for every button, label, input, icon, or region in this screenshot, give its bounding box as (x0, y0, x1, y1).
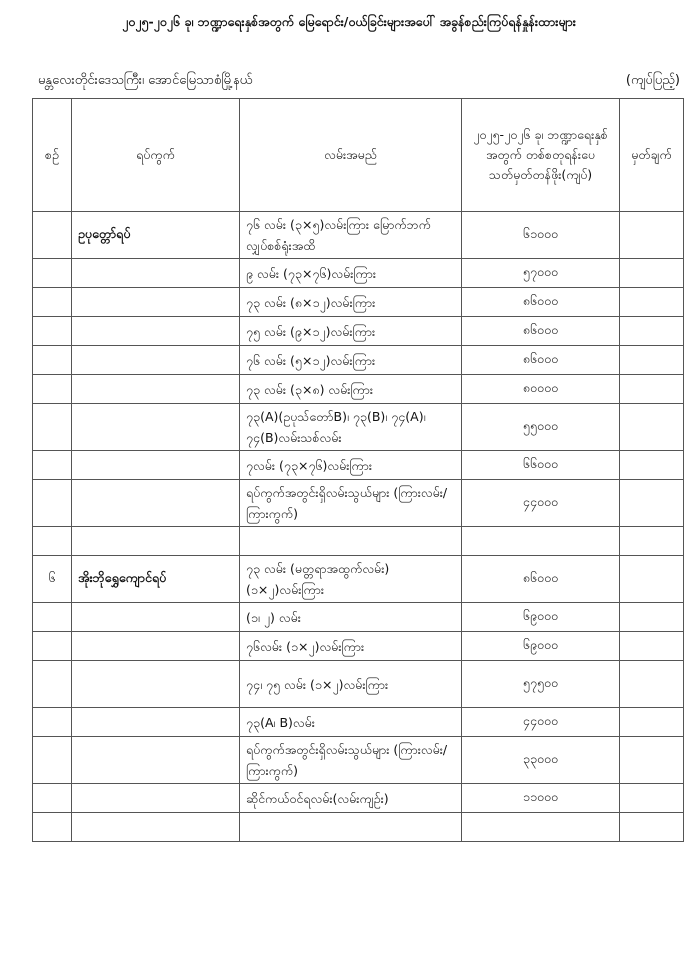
table-row (33, 737, 684, 784)
road-name: ဆိုင်ကယ်ဝင်ရလမ်း(လမ်းကျဉ်း) (240, 784, 462, 813)
remark (620, 527, 684, 556)
price-value: ၈၆၀၀၀ (462, 317, 620, 346)
table-row (33, 451, 684, 480)
row-number (33, 813, 72, 842)
road-name: ၇၄၊ ၇၅ လမ်း (၁×၂)လမ်းကြား (240, 661, 462, 708)
header-road: လမ်းအမည် (240, 99, 462, 212)
row-number (33, 661, 72, 708)
price-value: ၆၉၀၀၀ (462, 603, 620, 632)
table-row (33, 375, 684, 404)
table-row (33, 259, 684, 288)
ward-name (72, 813, 240, 842)
road-name (240, 527, 462, 556)
remark (620, 346, 684, 375)
region-label: မန္တလေးတိုင်းဒေသကြီး၊ အောင်မြေသာစံမြို့နယ် (38, 73, 253, 88)
price-value: ၆၁၀၀၀ (462, 212, 620, 259)
remark (620, 451, 684, 480)
ward-name (72, 527, 240, 556)
price-value: ၅၇၀၀၀ (462, 259, 620, 288)
ward-name (72, 737, 240, 784)
table-row (33, 317, 684, 346)
road-name: ၇၆ လမ်း (၅×၁၂)လမ်းကြား (240, 346, 462, 375)
table-row (33, 661, 684, 708)
road-name: ၉ လမ်း (၇၃×၇၆)လမ်းကြား (240, 259, 462, 288)
ward-name (72, 451, 240, 480)
row-number (33, 480, 72, 527)
remark (620, 708, 684, 737)
price-value: ၈၆၀၀၀ (462, 346, 620, 375)
price-value: ၅၇၅၀၀ (462, 661, 620, 708)
ward-name: ဥပုတ္တော်ရပ် (72, 212, 240, 259)
remark (620, 632, 684, 661)
road-name: ၇၃(A)(ဥပုသ်တော်B)၊ ၇၃(B)၊ ၇၄(A)၊ ၇၄(B)လမ်းသစ်လမ်း (240, 404, 462, 451)
table-row (33, 527, 684, 556)
row-number (33, 346, 72, 375)
road-name: ၇၃ လမ်း (၈×၁၂)လမ်းကြား (240, 288, 462, 317)
row-number (33, 259, 72, 288)
ward-name (72, 346, 240, 375)
road-name: ၇၃ လမ်း (၃×၈) လမ်းကြား (240, 375, 462, 404)
remark (620, 259, 684, 288)
header-price: ၂၀၂၅-၂၀၂၆ ခု၊ ဘဏ္ဍာရေးနှစ်အတွက် တစ်စတုရန်းပေ သတ်မှတ်တန်ဖိုး(ကျပ်) (462, 99, 620, 212)
road-name: ၇လမ်း (၇၃×၇၆)လမ်းကြား (240, 451, 462, 480)
table-row (33, 480, 684, 527)
price-value: ၆၆၀၀၀ (462, 451, 620, 480)
road-name: ၇၆ လမ်း (၃×၅)လမ်းကြား မြောက်ဘက်လျှပ်စစ်ရုံးအထိ (240, 212, 462, 259)
price-value: ၄၄၀၀၀ (462, 480, 620, 527)
row-number (33, 404, 72, 451)
row-number (33, 317, 72, 346)
remark (620, 317, 684, 346)
price-value (462, 527, 620, 556)
ward-name: အိုးဘိုရွှေကျောင်ရပ် (72, 556, 240, 603)
price-value: ၆၉၀၀၀ (462, 632, 620, 661)
row-number (33, 784, 72, 813)
row-number (33, 527, 72, 556)
ward-name (72, 603, 240, 632)
table-row (33, 632, 684, 661)
table-row (33, 784, 684, 813)
row-number (33, 708, 72, 737)
ward-name (72, 317, 240, 346)
unit-label: (ကျပ်ပြည့်) (625, 73, 680, 88)
price-value: ၈၆၀၀၀ (462, 288, 620, 317)
ward-name (72, 375, 240, 404)
header-ward: ရပ်ကွက် (72, 99, 240, 212)
header-note: မှတ်ချက် (620, 99, 684, 212)
price-value (462, 813, 620, 842)
remark (620, 603, 684, 632)
remark (620, 556, 684, 603)
remark (620, 480, 684, 527)
remark (620, 813, 684, 842)
price-value: ၈၆၀၀၀ (462, 556, 620, 603)
row-number (33, 632, 72, 661)
table-row (33, 813, 684, 842)
price-value: ၃၃၀၀၀ (462, 737, 620, 784)
row-number (33, 737, 72, 784)
ward-name (72, 784, 240, 813)
table-row (33, 404, 684, 451)
remark (620, 288, 684, 317)
ward-name (72, 404, 240, 451)
ward-name (72, 259, 240, 288)
row-number (33, 603, 72, 632)
ward-name (72, 480, 240, 527)
remark (620, 375, 684, 404)
ward-name (72, 288, 240, 317)
road-name (240, 813, 462, 842)
row-number (33, 212, 72, 259)
ward-name (72, 632, 240, 661)
table-row (33, 212, 684, 259)
road-name: ၇၅ လမ်း (၉×၁၂)လမ်းကြား (240, 317, 462, 346)
tax-rate-table (32, 98, 684, 842)
road-name: ရပ်ကွက်အတွင်းရှိလမ်းသွယ်များ (ကြားလမ်း/ကြားကွက်) (240, 480, 462, 527)
ward-name (72, 661, 240, 708)
price-value: ၄၄၀၀၀ (462, 708, 620, 737)
table-header-row (33, 99, 684, 212)
remark (620, 737, 684, 784)
road-name: ၇၃(A၊ B)လမ်း (240, 708, 462, 737)
row-number (33, 451, 72, 480)
price-value: ၈၀၀၀၀ (462, 375, 620, 404)
remark (620, 661, 684, 708)
road-name: (၁၊ ၂) လမ်း (240, 603, 462, 632)
remark (620, 212, 684, 259)
price-value: ၁၁၀၀၀ (462, 784, 620, 813)
road-name: ၇၃ လမ်း (မတ္တရာအထွက်လမ်း) (၁×၂)လမ်းကြား (240, 556, 462, 603)
header-no: စဉ် (33, 99, 72, 212)
document-title: ၂၀၂၅-၂၀၂၆ ခု၊ ဘဏ္ဍာရေးနှစ်အတွက် မြေရောင်း/ဝယ်ခြင်းများအပေါ် အခွန်စည်းကြပ်ရန်နှုန်းထားများ (122, 14, 576, 29)
table-row (33, 556, 684, 603)
table-row (33, 288, 684, 317)
remark (620, 784, 684, 813)
road-name: ၇၆လမ်း (၁×၂)လမ်းကြား (240, 632, 462, 661)
row-number (33, 375, 72, 404)
row-number: ၆ (33, 556, 72, 603)
ward-name (72, 708, 240, 737)
table-row (33, 603, 684, 632)
row-number (33, 288, 72, 317)
price-value: ၅၅၀၀၀ (462, 404, 620, 451)
table-row (33, 708, 684, 737)
table-body (33, 212, 684, 842)
remark (620, 404, 684, 451)
road-name: ရပ်ကွက်အတွင်းရှိလမ်းသွယ်များ (ကြားလမ်း/ကြားကွက်) (240, 737, 462, 784)
table-row (33, 346, 684, 375)
